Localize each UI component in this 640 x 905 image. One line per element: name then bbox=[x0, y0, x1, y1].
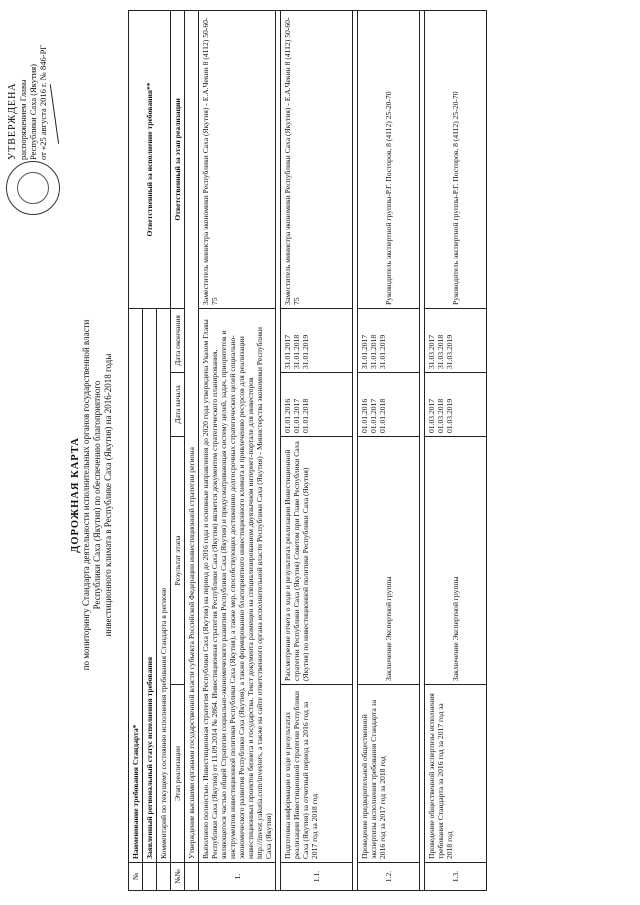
col-stage: Этап реализации bbox=[171, 685, 185, 863]
header-requirement-name: Наименование требования Стандарта* bbox=[129, 308, 143, 862]
approval-line-3: от «25 августа 2016 г. № 846-РГ bbox=[38, 44, 48, 160]
seal-stamp bbox=[6, 161, 60, 215]
col-no: №№ bbox=[171, 863, 185, 891]
table-row bbox=[199, 10, 276, 890]
header-comment: Комментарий по текущему состоянию исполнения требования Стандарта в регионе bbox=[157, 308, 171, 862]
col-responsible-stage: Ответственный за этап реализации bbox=[171, 10, 185, 308]
section-row bbox=[185, 10, 199, 890]
row-stage: Проведение предварительной общественной экспертизы исполнения требования Стандарта за 2016 год за 2017 год за 2018 год bbox=[358, 685, 420, 863]
header-declared-status: Заявленный региональный статус исполнения требования bbox=[143, 308, 157, 862]
row-start: 01.01.2016 01.01.2017 01.01.2018 bbox=[281, 373, 353, 437]
row-stage: Проведение общественной экспертизы исполнения требования Стандарта за 2016 год за 2017 год за 2018 год bbox=[425, 685, 487, 863]
approval-line-2: Республики Саха (Якутия) bbox=[28, 63, 38, 160]
row-responsible: Заместитель министра экономики Республики Саха (Якутия) - Е.А.Чекин 8 (4112) 50-60-75 bbox=[199, 10, 276, 308]
row-responsible: Руководитель экспертной группы-Р.Г. Посторов, 8 (4112) 25-20-70 bbox=[358, 10, 420, 308]
row-stage: Подготовка информации о ходе и результатах реализации Инвестиционной стратегии Республики Саха (Якутия) за отчетный период за 2016 год за 2017 год за 2018 год bbox=[281, 685, 353, 863]
header-empty-2 bbox=[157, 863, 171, 891]
header-responsible: Ответственный за исполнение требования** bbox=[129, 10, 171, 308]
row-end: 31.01.2017 31.01.2018 31.01.2019 bbox=[281, 308, 353, 372]
heading-line-2: Республики Саха (Якутия) по обеспечению благоприятного bbox=[92, 380, 102, 610]
row-no: 1.3. bbox=[425, 863, 487, 891]
row-start: 01.01.2016 01.01.2017 01.01.2018 bbox=[358, 373, 420, 437]
approval-line-1: распоряжением Главы bbox=[18, 79, 28, 160]
section-title: Утверждение высшими органами государственной власти субъекта Российской Федерации инвестиционной стратегии региона bbox=[185, 10, 199, 862]
section-no bbox=[185, 863, 199, 891]
row-no: 1. bbox=[199, 863, 276, 891]
row-result: Заключение Экспертной группы bbox=[358, 437, 420, 685]
header-no: № bbox=[129, 863, 143, 891]
col-result: Результат этапа bbox=[171, 437, 185, 685]
row-responsible: Руководитель экспертной группы-Р.Г. Посторов, 8 (4112) 25-20-70 bbox=[425, 10, 487, 308]
row-result: Рассмотрение отчета о ходе и результатах реализации Инвестиционной стратегии Республики Саха (Якутия) Советом при Главе Республики Саха (Якутия) по инвестиционной политике Республики Саха (Якутия) bbox=[281, 437, 353, 685]
row-responsible: Заместитель министра экономики Республики Саха (Якутия) - Е.А.Чекин 8 (4112) 50-60-75 bbox=[281, 10, 353, 308]
table-row bbox=[281, 10, 353, 890]
row-no: 1.2. bbox=[358, 863, 420, 891]
document-heading bbox=[70, 215, 114, 775]
table-row bbox=[425, 10, 487, 890]
column-header-row bbox=[171, 10, 185, 890]
approval-block bbox=[8, 10, 48, 160]
header-empty bbox=[143, 863, 157, 891]
heading-line-3: инвестиционного климата в Республике Саха (Якутия) на 2016-2018 годы bbox=[103, 353, 113, 637]
approval-title: УТВЕРЖДЕНА bbox=[7, 82, 18, 160]
roadmap-table bbox=[128, 10, 487, 891]
document-title: ДОРОЖНАЯ КАРТА bbox=[70, 437, 81, 553]
row-result: Заключение Экспертной группы bbox=[425, 437, 487, 685]
heading-line-1: по мониторингу Стандарта деятельности исполнительных органов государственной власти bbox=[81, 319, 91, 671]
col-end: Дата окончания bbox=[171, 308, 185, 372]
row-no: 1.1. bbox=[281, 863, 353, 891]
header-row-name bbox=[129, 10, 143, 890]
col-start: Дата начала bbox=[171, 373, 185, 437]
row-end: 31.03.2017 31.03.2018 31.03.2019 bbox=[425, 308, 487, 372]
row-text: Выполнено полностью. Инвестиционная стратегия Республики Саха (Якутия) на период до 2016 года и основные направления до 2020 года утверждена Указом Главы Республики Саха (Якутия) от 11.09.2014 № 2864. Инвестиционная стратегия Республики Саха (Якутия) является документом стратегического планирования, являющегося частью общей Стратегии социально-экономического развития Республики Саха (Якутия) и предусматривающая систему целей, задач, приоритетов и инструментов инвестиционной политики Республики Саха (Якутия), а также мер, способствующих достижению долгосрочных стратегических целей социально-экономического развития Республики Саха (Якутия), а также формированию благоприятного инвестиционного климата и привлечению ресурсов для реализации инвестиционных проектов бизнеса и государства. Текст документа размещен на специализированном двуязычном интернет-портале для инвесторов http://invest.yakutia.com/investors, а также на сайте ответственного органа исполнительной власти Республики Саха (Якутия) - Министерства экономики Республики Саха (Якутия) bbox=[199, 308, 276, 862]
table-row bbox=[358, 10, 420, 890]
row-end: 31.01.2017 31.01.2018 31.01.2019 bbox=[358, 308, 420, 372]
row-start: 01.03.2017 01.03.2018 01.03.2019 bbox=[425, 373, 487, 437]
